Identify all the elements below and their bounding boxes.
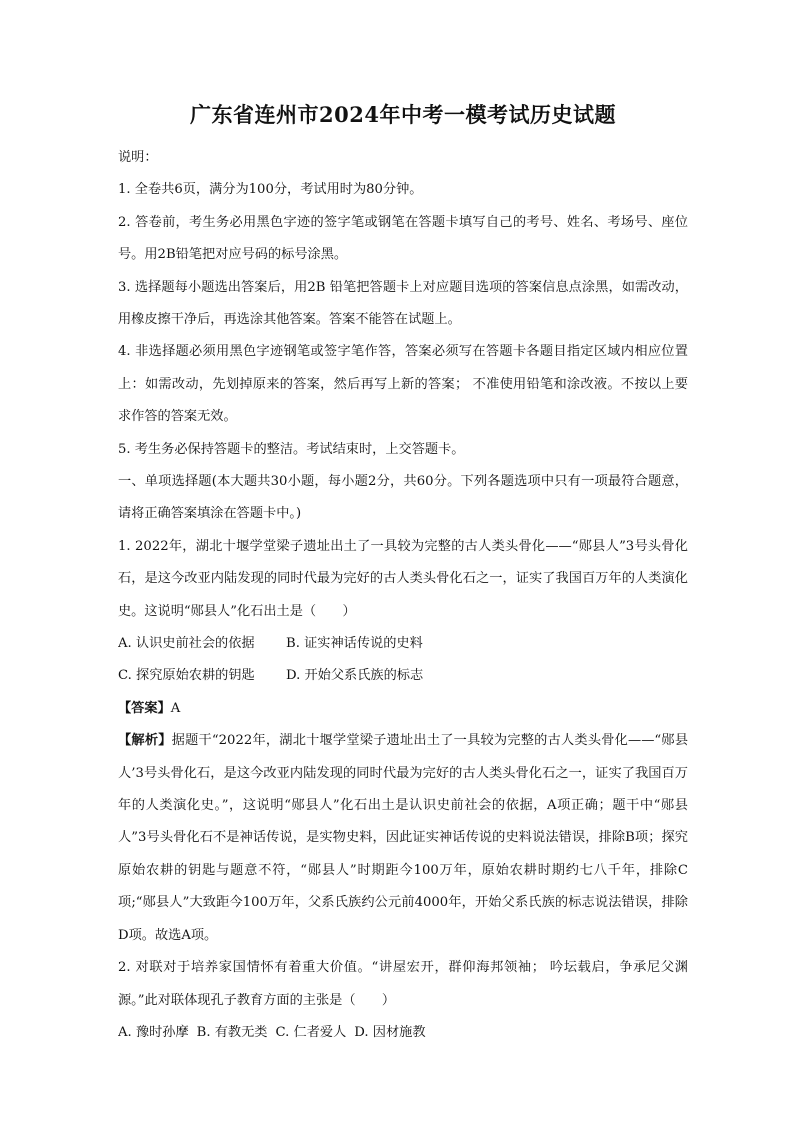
instruction-item: 4. 非选择题必须用黑色字迹钢笔或签字笔作答，答案必须写在答题卡各题目指定区域内相应位置上：如需改动，先划掉原来的答案，然后再写上新的答案； 不准使用铅笔和涂改液。不按以上要求作答的答案无效。 <box>118 344 688 425</box>
instructions-header: 说明： <box>118 150 158 165</box>
question-1-option-d: D. 开始父系氏族的标志 <box>286 668 424 684</box>
question-2-option-a: A. 豫时孙摩 <box>118 1024 189 1040</box>
question-1-answer <box>118 693 688 725</box>
instruction-item: 3. 选择题每小题选出答案后，用2B 铅笔把答题卡上对应题目选项的答案信息点涂黑，如需改动，用橡皮擦干净后，再选涂其他答案。答案不能答在试题上。 <box>118 279 688 328</box>
instruction-item: 5. 考生务必保持答题卡的整洁。考试结束时，上交答题卡。 <box>118 441 465 457</box>
page-title: 广东省连州市2024年中考一模考试历史试题 <box>190 102 616 127</box>
question-2-option-d: D. 因材施教 <box>354 1024 426 1040</box>
question-1-option-c: C. 探究原始农耕的钥匙 <box>118 668 255 684</box>
instruction-item: 2. 答卷前，考生务必用黑色字迹的签字笔或钢笔在答题卡填写自己的考号、姓名、考场号、座位号。用2B铅笔把对应号码的标号涂黑。 <box>118 214 688 263</box>
instruction-item: 1. 全卷共6页，满分为100分，考试用时为80分钟。 <box>118 182 423 198</box>
question-1-option-b: B. 证实神话传说的史料 <box>286 636 423 652</box>
analysis-label: 【解析】 <box>118 733 172 749</box>
question-1-options-row-1 <box>118 628 688 660</box>
question-1-stem: 1. 2022年，湖北十堰学堂梁子遗址出土了一具较为完整的古人类头骨化——“郧县人”3号头骨化石，是这今改亚内陆发现的同时代最为完好的古人类头骨化石之一，证实了我国百万年的人类演化史。这说明“郧县人”化石出土是（ ） <box>118 538 688 619</box>
question-2-option-b: B. 有教无类 <box>196 1024 268 1040</box>
question-2-option-c: C. 仁者爱人 <box>275 1024 347 1040</box>
section-header: 一、单项选择题(本大题共30小题，每小题2分，共60分。下列各题选项中只有一项最符合题意，请将正确答案填涂在答题卡中。) <box>118 474 688 522</box>
analysis-text: 据题干“2022年，湖北十堰学堂梁子遗址出土了一具较为完整的古人类头骨化——“郧县人’3号头骨化石，是这今改亚内陆发现的同时代最为完好的古人类头骨化石之一，证实了我国百万年的人类演化史。”，这说明“郧县人”化石出土是认识史前社会的依据，A项正确；题干中“郧县人”3号头骨化石不是神话传说，是实物史料，因此证实神话传说的史料说法错误，排除B项；探究原始农耕的钥匙与题意不符，“郧县人”时期距今100万年，原始农耕时期约七八千年，排除C项;“郧县人”大致距今100万年，父系氏族约公元前4000年，开始父系氏族的标志说法错误，排除D项。故选A项。 <box>118 733 689 943</box>
answer-value: A <box>170 700 181 716</box>
document-page <box>118 100 688 1049</box>
question-2-stem: 2. 对联对于培养家国情怀有着重大价值。“讲屋宏开，群仰海邦领袖； 吟坛载启，争承尼父渊源。”此对联体现孔子教育方面的主张是（ ） <box>118 960 688 1008</box>
answer-label: 【答案】 <box>118 700 171 716</box>
question-2-options <box>118 1017 688 1049</box>
question-1-options-row-2 <box>118 660 688 692</box>
question-1-option-a: A. 认识史前社会的依据 <box>118 636 255 652</box>
question-1-analysis <box>118 725 688 952</box>
